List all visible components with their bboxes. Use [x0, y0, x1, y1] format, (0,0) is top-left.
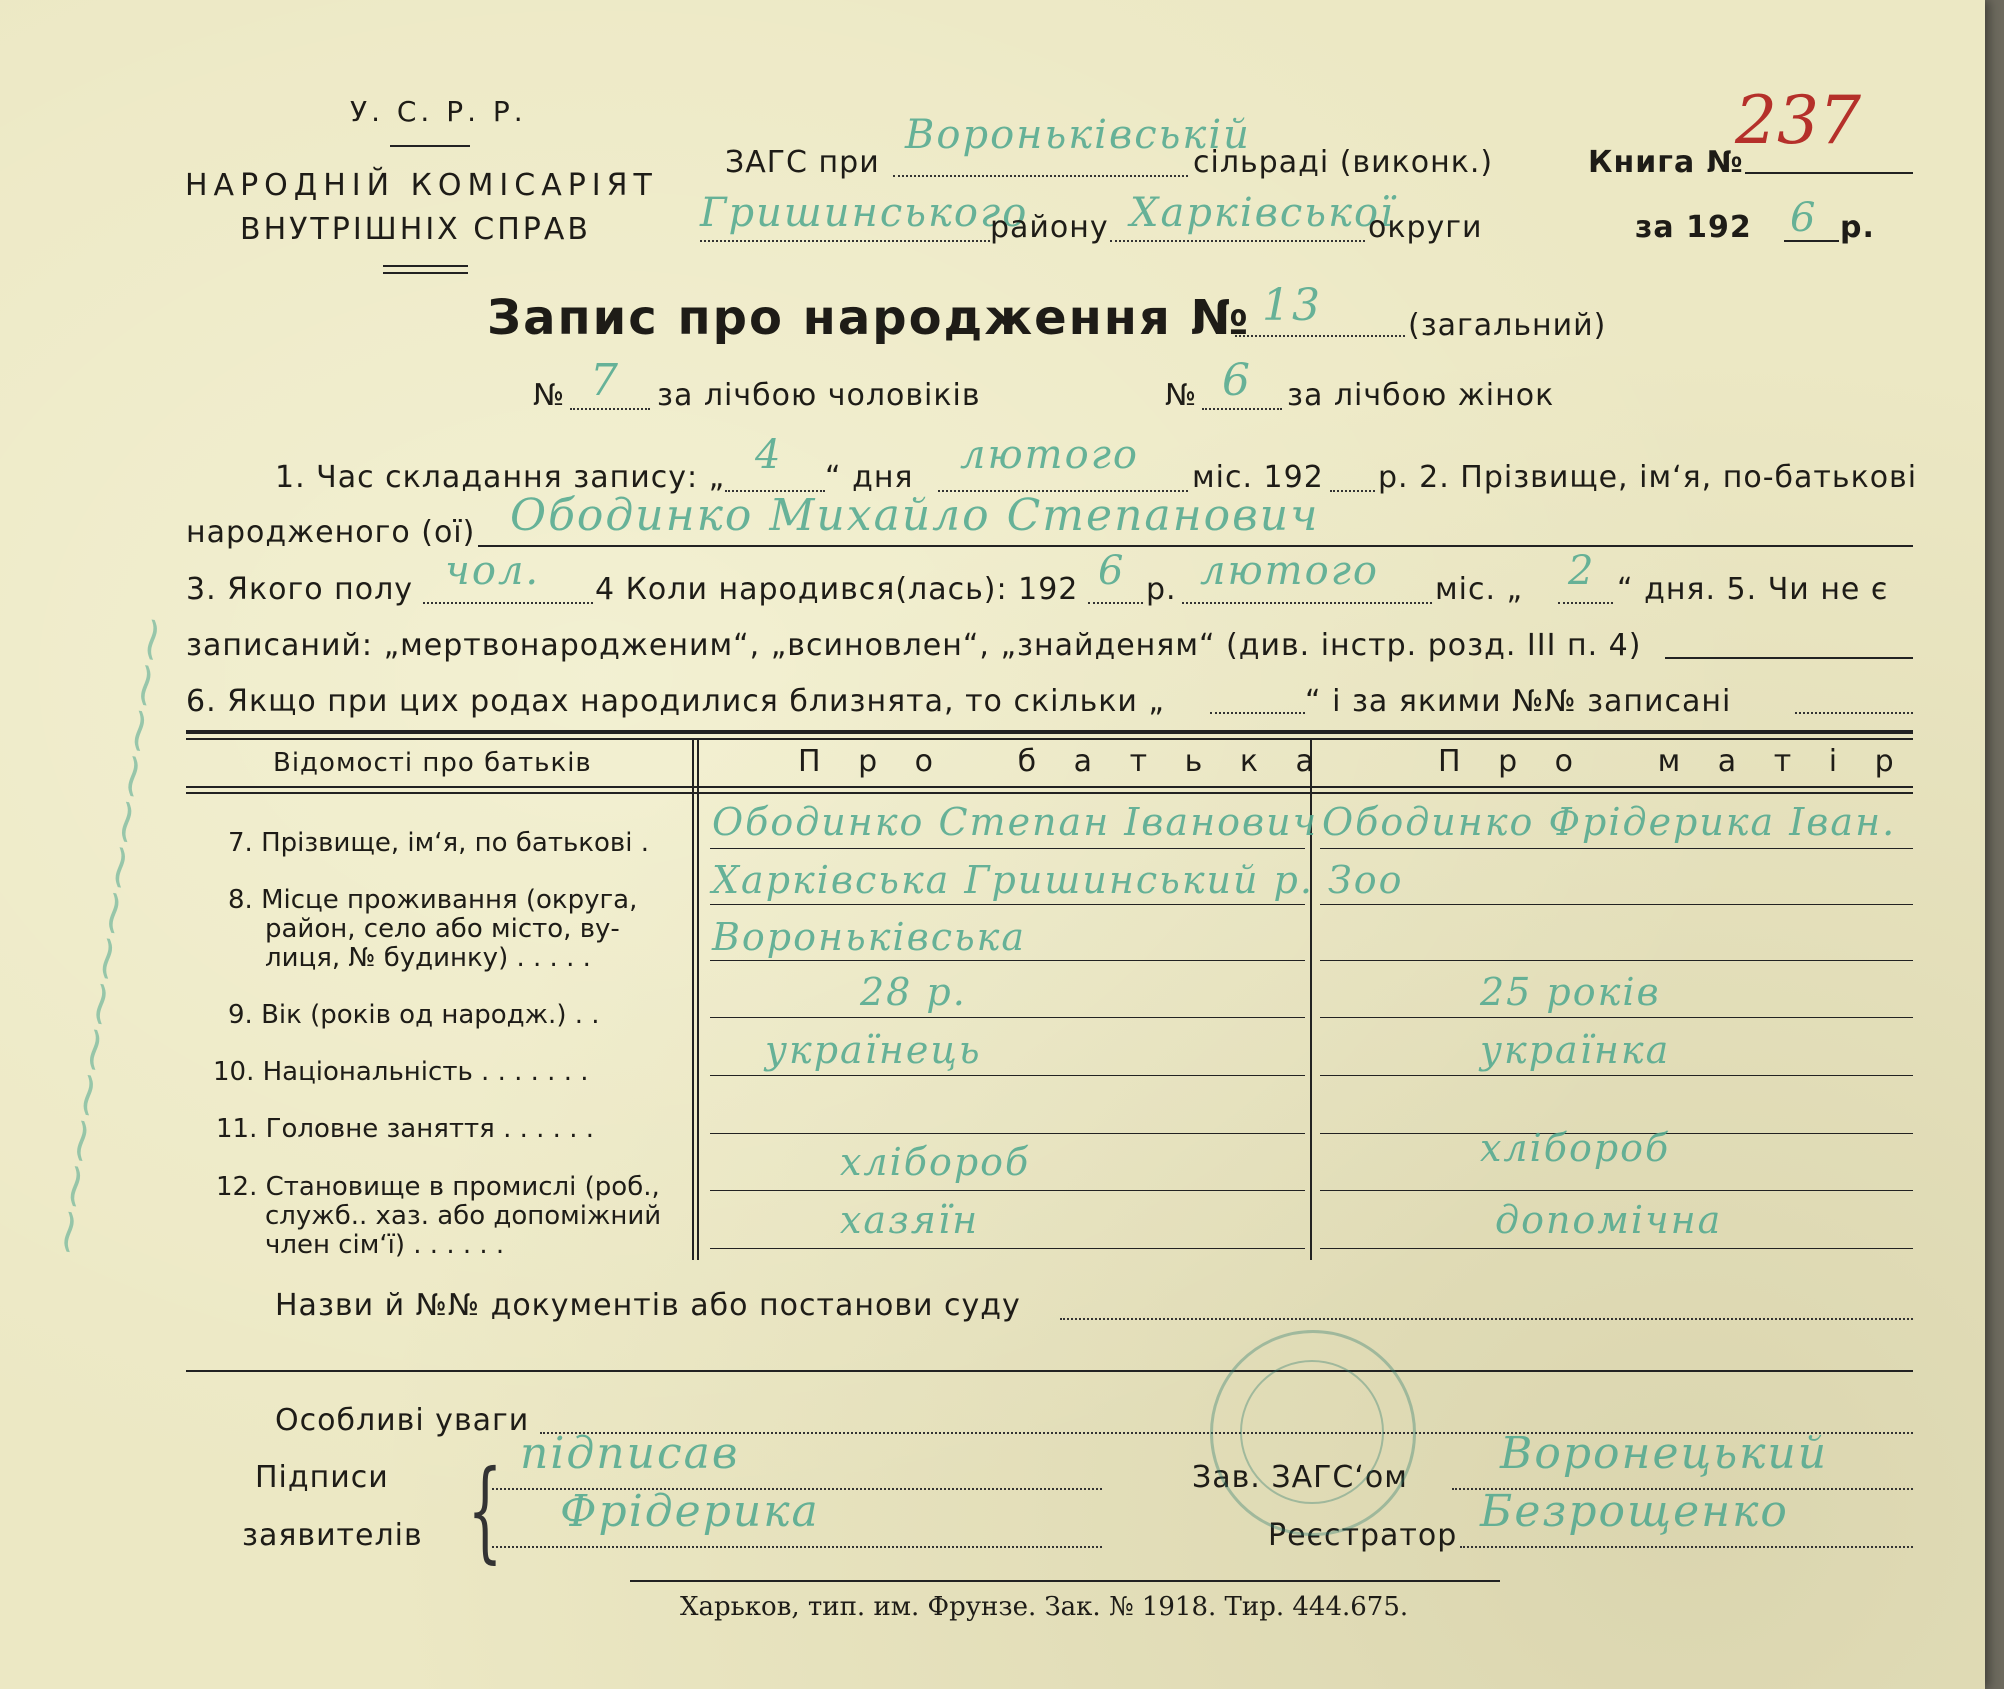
hw-father-nationality: українець	[765, 1028, 982, 1072]
commissariat-line2: ВНУТРІШНІХ СПРАВ	[240, 212, 591, 247]
row12-label1: 12. Становище в промислі (роб.,	[216, 1172, 660, 1202]
hw-year: 6	[1790, 195, 1818, 241]
field1-d: р. 2. Прізвище, ім‘я, по-батькові	[1378, 460, 1918, 495]
signatures-brace: {	[467, 1446, 503, 1574]
field1-a: 1. Час складання запису: „	[275, 460, 726, 495]
record-title: Запис про народження №	[487, 290, 1251, 346]
row8-label3: лиця, № будинку) . . . . .	[265, 943, 591, 973]
hw-father-occupation: хлібороб	[840, 1140, 1031, 1184]
hw-mother-occupation: хлібороб	[1480, 1126, 1671, 1170]
year-prefix: за 192	[1635, 210, 1752, 245]
male-label: за лічбою чоловіків	[657, 378, 981, 413]
row11-label: 11. Головне заняття . . . . . .	[216, 1114, 594, 1144]
zags-prefix: ЗАГС при	[725, 145, 880, 180]
male-prefix: №	[533, 378, 566, 413]
hw-female-number: 6	[1222, 355, 1252, 406]
hw-f1-month: лютого	[960, 432, 1139, 478]
hw-male-number: 7	[590, 355, 620, 406]
field3-b: 4 Коли народився(лась): 192	[595, 572, 1079, 607]
field1-c: міс. 192	[1192, 460, 1324, 495]
okrugy-label: округи	[1368, 210, 1483, 245]
header-mother: П р о м а т і р	[1438, 744, 1908, 779]
field6-a: 6. Якщо при цих родах народилися близнята, то скільки „	[186, 684, 1165, 719]
row12-label2: служб.. хаз. або допоміжний	[265, 1201, 662, 1231]
hw-sign1: підписав	[520, 1428, 740, 1479]
signatures-label1: Підписи	[255, 1460, 389, 1495]
header-father: П р о б а т ь к а	[798, 744, 1328, 779]
year-suffix: р.	[1840, 210, 1875, 245]
row12-label3: член сім‘ї) . . . . . .	[265, 1230, 505, 1260]
rayon-label: району	[990, 210, 1109, 245]
notes-label: Особливі уваги	[275, 1403, 530, 1438]
row10-label: 10. Національність . . . . . . .	[213, 1057, 589, 1087]
hw-f3-sex: чол.	[445, 548, 541, 594]
hw-record-number: 13	[1262, 280, 1322, 331]
field3-d: міс. „	[1435, 572, 1524, 607]
row8-label2: район, село або місто, ву-	[265, 914, 620, 944]
hw-residence-1: Харківська Гришинський р. Зоо	[712, 858, 1404, 902]
row9-label: 9. Вік (років од народж.) . .	[228, 1000, 600, 1030]
printer-imprint: Харьков, тип. им. Фрунзе. Зак. № 1918. Тир. 444.675.	[680, 1592, 1409, 1622]
hw-f1-day: 4	[755, 432, 783, 478]
book-label: Книга №	[1588, 145, 1744, 180]
hw-f2-name: Ободинко Михайло Степанович	[510, 490, 1320, 541]
general-label: (загальний)	[1408, 308, 1607, 343]
field3-a: 3. Якого полу	[186, 572, 414, 607]
registrar-label: Реєстратор	[1268, 1518, 1458, 1553]
margin-handwriting: ⁓⁓⁓⁓⁓⁓⁓⁓⁓⁓⁓⁓⁓⁓	[40, 612, 181, 1258]
hw-mother-name: Ободинко Фрідерика Іван.	[1322, 800, 1897, 844]
signatures-label2: заявителів	[242, 1518, 423, 1553]
hw-residence-2: Вороньківська	[712, 915, 1027, 959]
row8-label1: 8. Місце проживання (округа,	[228, 885, 638, 915]
field3-c: р.	[1146, 572, 1177, 607]
female-prefix: №	[1165, 378, 1198, 413]
hw-head-sign: Воронецький	[1500, 1428, 1829, 1479]
hw-mother-nationality: українка	[1480, 1028, 1671, 1072]
hw-f3-day: 2	[1568, 548, 1596, 594]
hw-f3-year: 6	[1098, 548, 1126, 594]
hw-mother-position: допомічна	[1495, 1198, 1723, 1242]
field5-a: записаний: „мертвонародженим“, „всиновлен“, „знайденям“ (див. інстр. розд. III п. 4)	[186, 628, 1642, 663]
header-info: Відомості про батьків	[273, 748, 592, 778]
field1-b: “ дня	[825, 460, 914, 495]
row7-label: 7. Прізвище, ім‘я, по батькові .	[228, 828, 649, 858]
commissariat-line1: НАРОДНІЙ КОМІСАРІЯТ	[185, 168, 658, 203]
female-label: за лічбою жінок	[1287, 378, 1555, 413]
hw-rayon: Гришинського	[700, 190, 1029, 236]
field2-a: народженого (ої)	[186, 515, 476, 550]
hw-registrar-sign: Безрощенко	[1480, 1486, 1789, 1537]
hw-zags: Вороньківській	[905, 112, 1251, 158]
book-number: 237	[1735, 82, 1861, 159]
hw-father-age: 28 р.	[860, 970, 967, 1014]
field3-e: “ дня. 5. Чи не є	[1617, 572, 1889, 607]
ussr-header: У. С. Р. Р.	[350, 95, 527, 128]
docs-label: Назви й №№ документів або постанови суду	[275, 1288, 1021, 1323]
silradi-label: сільраді (виконк.)	[1193, 145, 1494, 180]
hw-mother-age: 25 років	[1480, 970, 1661, 1014]
hw-f3-month: лютого	[1200, 548, 1379, 594]
field6-b: “ і за якими №№ записані	[1305, 684, 1732, 719]
hw-father-name: Ободинко Степан Іванович	[712, 800, 1319, 844]
hw-father-position: хазяїн	[840, 1198, 980, 1242]
hw-okruga: Харківської	[1130, 190, 1395, 236]
head-label: Зав. ЗАГС‘ом	[1192, 1460, 1408, 1495]
hw-sign2: Фрідерика	[560, 1486, 820, 1537]
